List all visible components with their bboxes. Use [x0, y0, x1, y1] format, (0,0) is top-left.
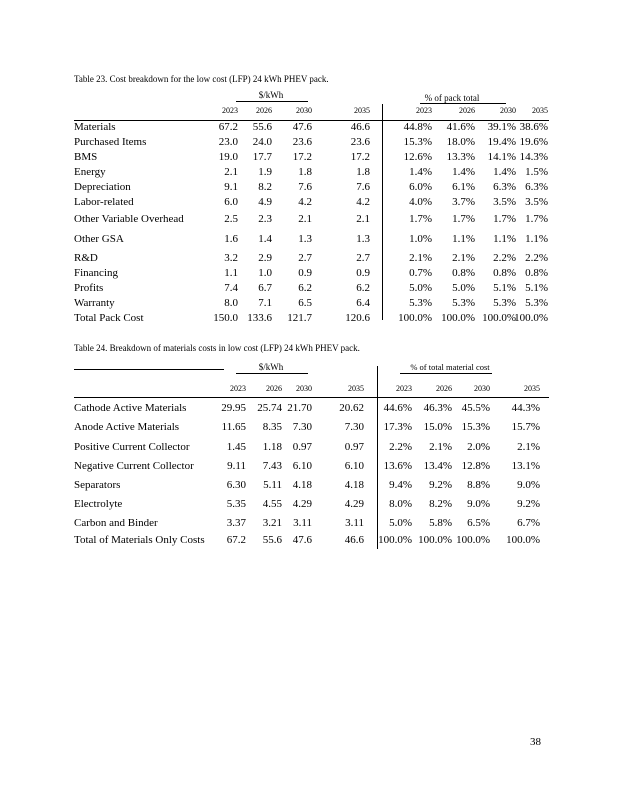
cell-usd: 2.9: [258, 252, 272, 264]
year-header-usd: 2030: [296, 106, 312, 115]
cell-usd: 6.5: [298, 297, 312, 309]
cell-pct: 15.0%: [423, 421, 452, 433]
cell-usd: 0.97: [292, 441, 312, 453]
cell-pct: 100.0%: [378, 534, 412, 546]
cell-usd: 1.9: [258, 166, 272, 178]
year-header-usd: 2030: [296, 384, 312, 393]
table-23-caption: Table 23. Cost breakdown for the low cost (LFP) 24 kWh PHEV pack.: [74, 74, 329, 84]
table-23-group-underline-2: [420, 103, 506, 104]
cell-pct: 1.4%: [409, 166, 432, 178]
cell-pct: 1.1%: [493, 233, 516, 245]
cell-usd: 2.7: [356, 252, 370, 264]
cell-pct: 0.8%: [452, 267, 475, 279]
cell-pct: 1.1%: [452, 233, 475, 245]
cell-pct: 5.1%: [493, 282, 516, 294]
cell-usd: 8.2: [258, 181, 272, 193]
cell-pct: 18.0%: [446, 136, 475, 148]
cell-usd: 1.3: [356, 233, 370, 245]
cell-pct: 14.3%: [519, 151, 548, 163]
cell-pct: 44.8%: [403, 121, 432, 133]
cell-pct: 15.3%: [403, 136, 432, 148]
row-label: Warranty: [74, 297, 115, 309]
cell-usd: 0.9: [298, 267, 312, 279]
cell-usd: 17.2: [292, 151, 312, 163]
year-header-pct: 2026: [459, 106, 475, 115]
cell-usd: 2.1: [224, 166, 238, 178]
cell-usd: 17.7: [252, 151, 272, 163]
cell-pct: 44.6%: [383, 402, 412, 414]
cell-usd: 3.11: [345, 517, 364, 529]
year-header-pct: 2026: [436, 384, 452, 393]
row-label: Labor-related: [74, 196, 134, 208]
cell-pct: 1.4%: [493, 166, 516, 178]
cell-usd: 23.6: [350, 136, 370, 148]
cell-usd: 7.6: [298, 181, 312, 193]
cell-usd: 46.6: [350, 121, 370, 133]
cell-pct: 2.1%: [517, 441, 540, 453]
row-label: BMS: [74, 151, 98, 163]
cell-usd: 29.95: [221, 402, 246, 414]
cell-pct: 3.5%: [525, 196, 548, 208]
year-header-usd: 2026: [256, 106, 272, 115]
cell-pct: 0.8%: [493, 267, 516, 279]
cell-usd: 4.2: [298, 196, 312, 208]
table-24-group-underline-2: [400, 373, 492, 374]
cell-usd: 7.6: [356, 181, 370, 193]
row-label: Electrolyte: [74, 498, 123, 510]
cell-pct: 41.6%: [446, 121, 475, 133]
cell-usd: 11.65: [221, 421, 246, 433]
cell-pct: 15.7%: [511, 421, 540, 433]
cell-usd: 6.10: [344, 460, 364, 472]
cell-pct: 2.2%: [525, 252, 548, 264]
cell-pct: 8.0%: [389, 498, 412, 510]
cell-pct: 15.3%: [461, 421, 490, 433]
cell-usd: 5.11: [263, 479, 282, 491]
cell-usd: 17.2: [350, 151, 370, 163]
year-header-pct: 2023: [396, 384, 412, 393]
cell-usd: 2.3: [258, 213, 272, 225]
cell-usd: 55.6: [252, 121, 272, 133]
cell-usd: 4.18: [292, 479, 312, 491]
cell-usd: 1.8: [298, 166, 312, 178]
table-24-header-rule: [74, 397, 549, 398]
cell-pct: 1.5%: [525, 166, 548, 178]
cell-pct: 1.0%: [409, 233, 432, 245]
cell-usd: 2.1: [298, 213, 312, 225]
cell-usd: 67.2: [226, 534, 246, 546]
year-header-usd: 2035: [354, 106, 370, 115]
row-label: Energy: [74, 166, 106, 178]
cell-pct: 5.3%: [525, 297, 548, 309]
table-24-top-rule: [74, 369, 224, 370]
cell-pct: 5.3%: [452, 297, 475, 309]
cell-pct: 3.7%: [452, 196, 475, 208]
cell-usd: 8.35: [262, 421, 282, 433]
year-header-usd: 2023: [230, 384, 246, 393]
cell-pct: 100.0%: [506, 534, 540, 546]
cell-usd: 6.2: [298, 282, 312, 294]
cell-usd: 24.0: [252, 136, 272, 148]
cell-pct: 2.2%: [493, 252, 516, 264]
cell-usd: 5.35: [226, 498, 246, 510]
row-label: R&D: [74, 252, 98, 264]
cell-usd: 1.3: [298, 233, 312, 245]
cell-usd: 4.9: [258, 196, 272, 208]
cell-usd: 1.18: [262, 441, 282, 453]
cell-usd: 1.4: [258, 233, 272, 245]
cell-usd: 7.1: [258, 297, 272, 309]
row-label: Financing: [74, 267, 118, 279]
cell-usd: 133.6: [247, 312, 272, 324]
cell-pct: 1.7%: [452, 213, 475, 225]
cell-usd: 4.18: [344, 479, 364, 491]
cell-pct: 0.7%: [409, 267, 432, 279]
cell-pct: 9.2%: [517, 498, 540, 510]
page-number: 38: [530, 736, 541, 748]
cell-pct: 6.3%: [525, 181, 548, 193]
cell-usd: 6.2: [356, 282, 370, 294]
cell-usd: 25.74: [257, 402, 282, 414]
cell-usd: 67.2: [218, 121, 238, 133]
table-24-group-underline: [236, 373, 308, 374]
cell-pct: 0.8%: [525, 267, 548, 279]
cell-usd: 4.29: [292, 498, 312, 510]
cell-usd: 46.6: [344, 534, 364, 546]
year-header-pct: 2030: [474, 384, 490, 393]
cell-pct: 1.4%: [452, 166, 475, 178]
cell-pct: 5.0%: [409, 282, 432, 294]
cell-pct: 5.0%: [389, 517, 412, 529]
cell-pct: 5.1%: [525, 282, 548, 294]
cell-usd: 6.30: [226, 479, 246, 491]
cell-usd: 150.0: [213, 312, 238, 324]
cell-pct: 14.1%: [487, 151, 516, 163]
cell-pct: 8.2%: [429, 498, 452, 510]
cell-usd: 1.1: [224, 267, 238, 279]
cell-pct: 1.1%: [525, 233, 548, 245]
cell-usd: 121.7: [287, 312, 312, 324]
cell-pct: 9.0%: [517, 479, 540, 491]
cell-pct: 8.8%: [467, 479, 490, 491]
cell-pct: 2.2%: [389, 441, 412, 453]
cell-usd: 1.6: [224, 233, 238, 245]
cell-usd: 9.11: [227, 460, 246, 472]
cell-usd: 4.55: [262, 498, 282, 510]
cell-pct: 13.6%: [383, 460, 412, 472]
cell-pct: 19.6%: [519, 136, 548, 148]
cell-usd: 7.30: [344, 421, 364, 433]
cell-pct: 6.7%: [517, 517, 540, 529]
table-23-group-usd-per-kwh: $/kWh: [258, 90, 284, 100]
year-header-pct: 2023: [416, 106, 432, 115]
cell-usd: 3.11: [293, 517, 312, 529]
table-24-group-usd-per-kwh: $/kWh: [258, 362, 284, 372]
cell-pct: 5.0%: [452, 282, 475, 294]
year-header-usd: 2023: [222, 106, 238, 115]
cell-usd: 2.1: [356, 213, 370, 225]
cell-pct: 38.6%: [519, 121, 548, 133]
row-label: Cathode Active Materials: [74, 402, 187, 414]
cell-usd: 0.97: [344, 441, 364, 453]
cell-usd: 47.6: [292, 534, 312, 546]
cell-pct: 13.4%: [423, 460, 452, 472]
cell-pct: 100.0%: [398, 312, 432, 324]
cell-pct: 5.8%: [429, 517, 452, 529]
cell-pct: 2.1%: [409, 252, 432, 264]
cell-usd: 9.1: [224, 181, 238, 193]
cell-usd: 120.6: [345, 312, 370, 324]
cell-pct: 100.0%: [441, 312, 475, 324]
row-label: Other Variable Overhead: [74, 213, 184, 225]
year-header-pct: 2030: [500, 106, 516, 115]
cell-pct: 2.0%: [467, 441, 490, 453]
cell-usd: 23.0: [218, 136, 238, 148]
cell-pct: 44.3%: [511, 402, 540, 414]
cell-usd: 21.70: [287, 402, 312, 414]
row-label: Purchased Items: [74, 136, 147, 148]
cell-usd: 19.0: [218, 151, 238, 163]
cell-pct: 17.3%: [383, 421, 412, 433]
cell-pct: 45.5%: [461, 402, 490, 414]
row-label: Depreciation: [74, 181, 131, 193]
cell-pct: 6.5%: [467, 517, 490, 529]
row-label: Profits: [74, 282, 104, 294]
cell-usd: 8.0: [224, 297, 238, 309]
row-label: Anode Active Materials: [74, 421, 180, 433]
cell-usd: 2.7: [298, 252, 312, 264]
cell-pct: 2.1%: [429, 441, 452, 453]
cell-usd: 55.6: [262, 534, 282, 546]
cell-usd: 7.4: [224, 282, 238, 294]
cell-pct: 46.3%: [423, 402, 452, 414]
cell-pct: 6.3%: [493, 181, 516, 193]
cell-pct: 3.5%: [493, 196, 516, 208]
cell-pct: 9.2%: [429, 479, 452, 491]
cell-usd: 7.43: [262, 460, 282, 472]
row-label: Total Pack Cost: [74, 312, 144, 324]
cell-pct: 5.3%: [409, 297, 432, 309]
cell-usd: 1.8: [356, 166, 370, 178]
cell-usd: 47.6: [292, 121, 312, 133]
cell-usd: 7.30: [292, 421, 312, 433]
cell-usd: 6.4: [356, 297, 370, 309]
cell-usd: 23.6: [292, 136, 312, 148]
cell-usd: 6.0: [224, 196, 238, 208]
cell-pct: 1.7%: [409, 213, 432, 225]
cell-usd: 3.21: [262, 517, 282, 529]
cell-pct: 100.0%: [456, 534, 490, 546]
cell-usd: 1.0: [258, 267, 272, 279]
table-23-divider: [382, 104, 383, 320]
cell-pct: 4.0%: [409, 196, 432, 208]
row-label: Carbon and Binder: [74, 517, 158, 529]
cell-pct: 100.0%: [418, 534, 452, 546]
table-24-group-pct-material: % of total material cost: [410, 362, 490, 372]
table-24-caption: Table 24. Breakdown of materials costs in low cost (LFP) 24 kWh PHEV pack.: [74, 343, 360, 353]
row-label: Positive Current Collector: [74, 441, 190, 453]
cell-pct: 100.0%: [514, 312, 548, 324]
row-label: Other GSA: [74, 233, 124, 245]
cell-usd: 1.45: [226, 441, 246, 453]
cell-pct: 12.6%: [403, 151, 432, 163]
cell-pct: 9.0%: [467, 498, 490, 510]
cell-usd: 20.62: [339, 402, 364, 414]
cell-pct: 1.7%: [493, 213, 516, 225]
table-23-group-pct-pack: % of pack total: [424, 93, 480, 103]
cell-pct: 1.7%: [525, 213, 548, 225]
cell-usd: 6.7: [258, 282, 272, 294]
cell-pct: 6.1%: [452, 181, 475, 193]
cell-usd: 2.5: [224, 213, 238, 225]
cell-pct: 100.0%: [482, 312, 516, 324]
year-header-pct: 2035: [524, 384, 540, 393]
table-23-group-underline: [236, 101, 308, 102]
row-label: Separators: [74, 479, 121, 491]
cell-pct: 19.4%: [487, 136, 516, 148]
cell-usd: 3.2: [224, 252, 238, 264]
cell-usd: 3.37: [226, 517, 246, 529]
row-label: Total of Materials Only Costs: [74, 534, 205, 546]
cell-pct: 12.8%: [461, 460, 490, 472]
cell-pct: 5.3%: [493, 297, 516, 309]
cell-usd: 6.10: [292, 460, 312, 472]
cell-pct: 6.0%: [409, 181, 432, 193]
cell-usd: 0.9: [356, 267, 370, 279]
cell-usd: 4.2: [356, 196, 370, 208]
cell-pct: 2.1%: [452, 252, 475, 264]
year-header-pct: 2035: [532, 106, 548, 115]
row-label: Materials: [74, 121, 116, 133]
year-header-usd: 2035: [348, 384, 364, 393]
cell-pct: 9.4%: [389, 479, 412, 491]
cell-pct: 13.1%: [511, 460, 540, 472]
cell-usd: 4.29: [344, 498, 364, 510]
year-header-usd: 2026: [266, 384, 282, 393]
cell-pct: 13.3%: [446, 151, 475, 163]
row-label: Negative Current Collector: [74, 460, 194, 472]
cell-pct: 39.1%: [487, 121, 516, 133]
